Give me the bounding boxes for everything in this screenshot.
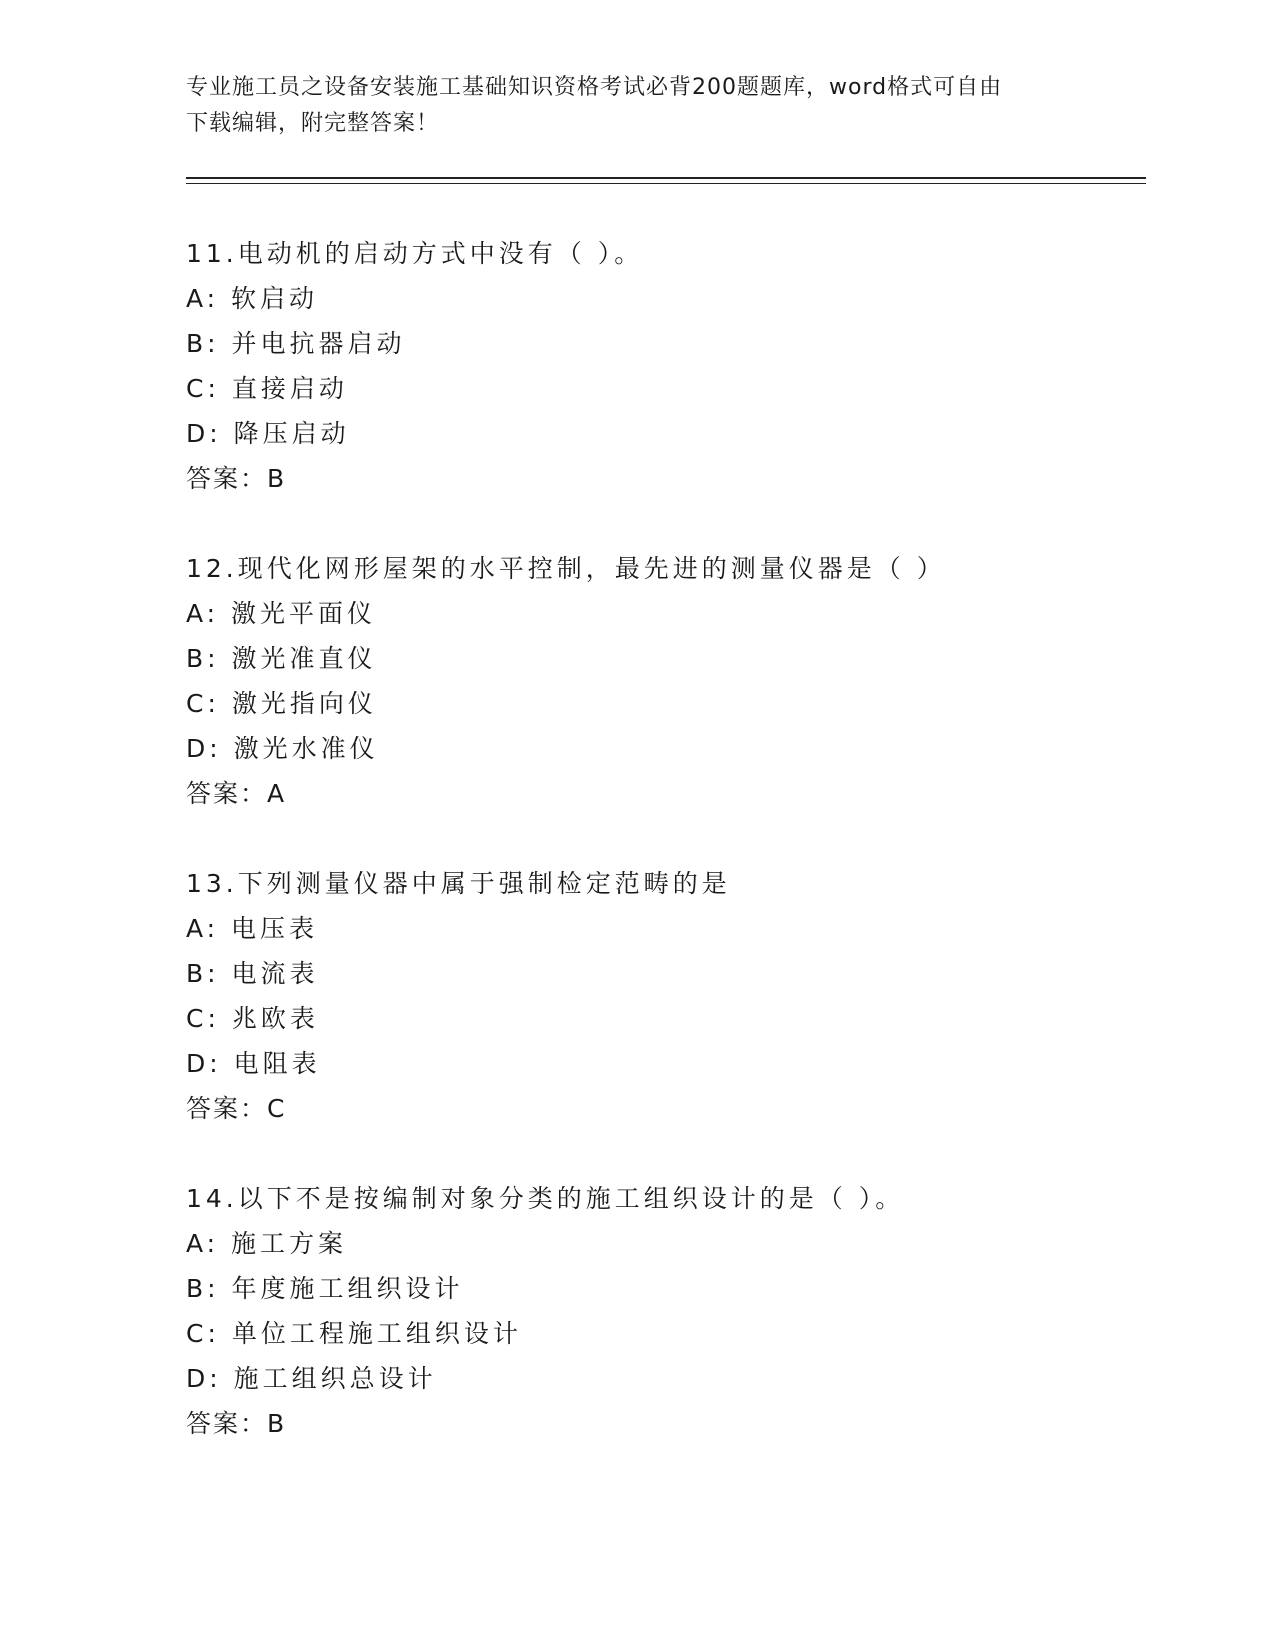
option-a: A: 软启动 <box>186 284 319 313</box>
header-divider-thick <box>186 177 1146 179</box>
option-b: B: 电流表 <box>186 959 319 988</box>
document-header <box>186 70 1066 142</box>
option-c: C: 激光指向仪 <box>186 689 377 718</box>
answer-line: 答案：B <box>186 1409 287 1438</box>
question-11 <box>186 231 1146 501</box>
option-c: C: 单位工程施工组织设计 <box>186 1319 522 1348</box>
question-14 <box>186 1176 1146 1446</box>
question-stem: 12.现代化网形屋架的水平控制，最先进的测量仪器是（ ） <box>186 554 946 583</box>
header-line-2: 下载编辑，附完整答案！ <box>186 111 440 136</box>
question-stem: 13.下列测量仪器中属于强制检定范畴的是 <box>186 869 731 898</box>
header-divider-thin <box>186 183 1146 184</box>
answer-line: 答案：A <box>186 779 287 808</box>
option-d: D: 施工组织总设计 <box>186 1364 437 1393</box>
question-stem: 14.以下不是按编制对象分类的施工组织设计的是（ ）。 <box>186 1184 905 1213</box>
question-12 <box>186 546 1146 816</box>
option-a: A: 电压表 <box>186 914 319 943</box>
option-b: B: 并电抗器启动 <box>186 329 406 358</box>
answer-line: 答案：B <box>186 464 287 493</box>
option-d: D: 激光水准仪 <box>186 734 379 763</box>
option-d: D: 电阻表 <box>186 1049 321 1078</box>
question-13 <box>186 861 1146 1131</box>
question-stem: 11.电动机的启动方式中没有（ ）。 <box>186 239 644 268</box>
header-line-1: 专业施工员之设备安装施工基础知识资格考试必背200题题库，word格式可自由 <box>186 75 1003 100</box>
option-b: B: 年度施工组织设计 <box>186 1274 464 1303</box>
option-c: C: 兆欧表 <box>186 1004 319 1033</box>
answer-line: 答案：C <box>186 1094 287 1123</box>
option-c: C: 直接启动 <box>186 374 348 403</box>
option-a: A: 施工方案 <box>186 1229 348 1258</box>
option-b: B: 激光准直仪 <box>186 644 377 673</box>
option-a: A: 激光平面仪 <box>186 599 377 628</box>
option-d: D: 降压启动 <box>186 419 350 448</box>
